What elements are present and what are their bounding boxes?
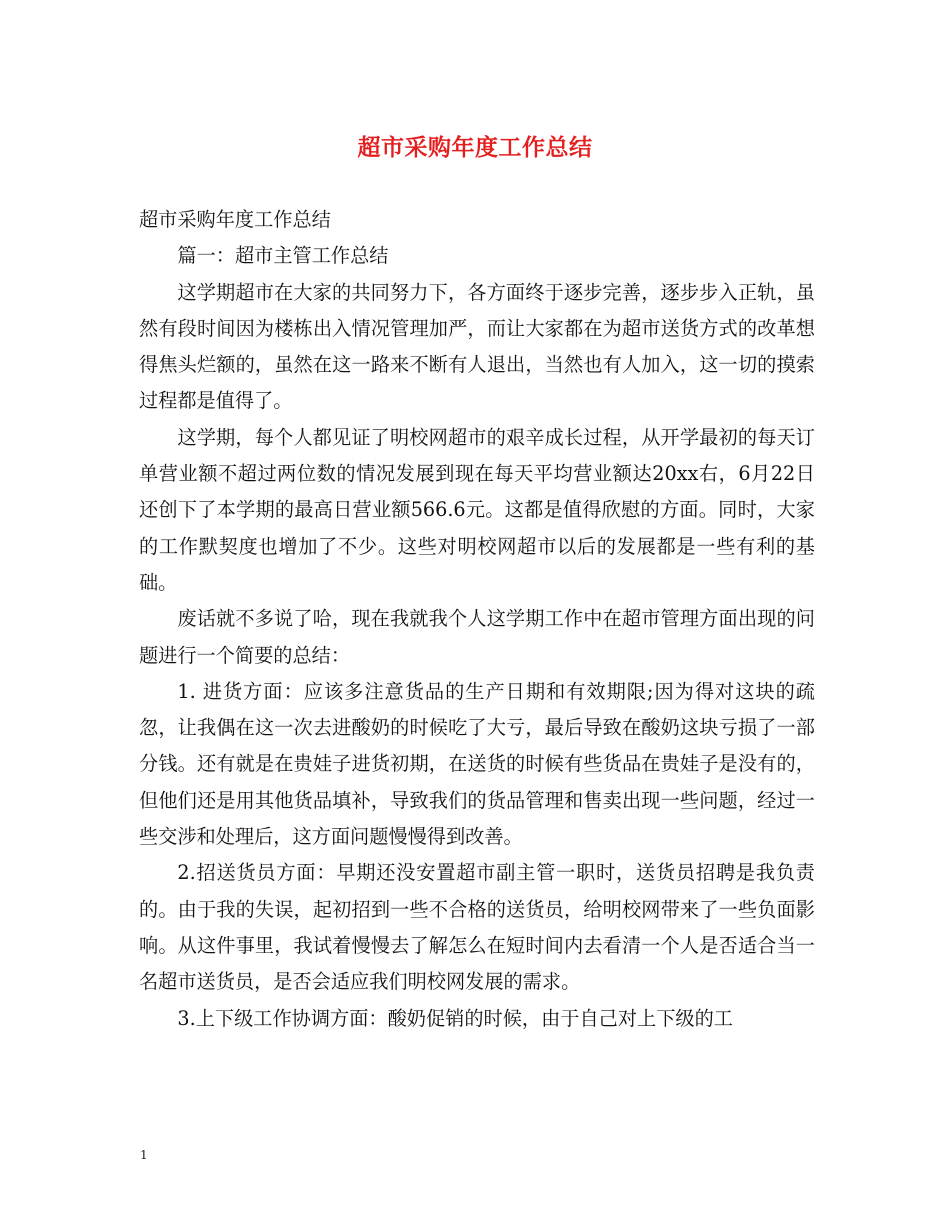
paragraph: 3.上下级工作协调方面：酸奶促销的时候，由于自己对上下级的工: [177, 1006, 733, 1030]
paragraph: 2.招送货员方面：早期还没安置超市副主管一职时，送货员招聘是我负责的。由于我的失误，起初招到一些不合格的送货员，给明校网带来了一些负面影响。从这件事里，我试着慢慢去了解怎么在短时间内去看清一个人是否适合当一名超市送货员，是否会适应我们明校网发展的需求。: [139, 861, 815, 994]
document-title: 超市采购年度工作总结: [357, 134, 593, 161]
document-body: [139, 202, 815, 1037]
paragraph: 废话就不多说了哈，现在我就我个人这学期工作中在超市管理方面出现的问题进行一个简要的总结：: [139, 607, 815, 667]
paragraph-heading: 超市采购年度工作总结: [139, 208, 331, 231]
paragraph: 这学期，每个人都见证了明校网超市的艰辛成长过程，从开学最初的每天订单营业额不超过两位数的情况发展到现在每天平均营业额达20xx右，6月22日还创下了本学期的最高日营业额566.6元。这都是值得欣慰的方面。同时，大家的工作默契度也增加了不少。这些对明校网超市以后的发展都是一些有利的基础。: [139, 425, 815, 594]
page-number: 1: [140, 1148, 148, 1162]
paragraph-section-title: 篇一：超市主管工作总结: [177, 244, 389, 268]
paragraph: 这学期超市在大家的共同努力下，各方面终于逐步完善，逐步步入正轨，虽然有段时间因为楼栋出入情况管理加严，而让大家都在为超市送货方式的改革想得焦头烂额的，虽然在这一路来不断有人退出，当然也有人加入，这一切的摸索过程都是值得了。: [139, 280, 815, 413]
paragraph: 1. 进货方面：应该多注意货品的生产日期和有效期限;因为得对这块的疏忽，让我偶在这一次去进酸奶的时候吃了大亏，最后导致在酸奶这块亏损了一部分钱。还有就是在贵娃子进货初期，在送货的时候有些货品在贵娃子是没有的，但他们还是用其他货品填补，导致我们的货品管理和售卖出现一些问题，经过一些交涉和处理后，这方面问题慢慢得到改善。: [139, 679, 815, 849]
